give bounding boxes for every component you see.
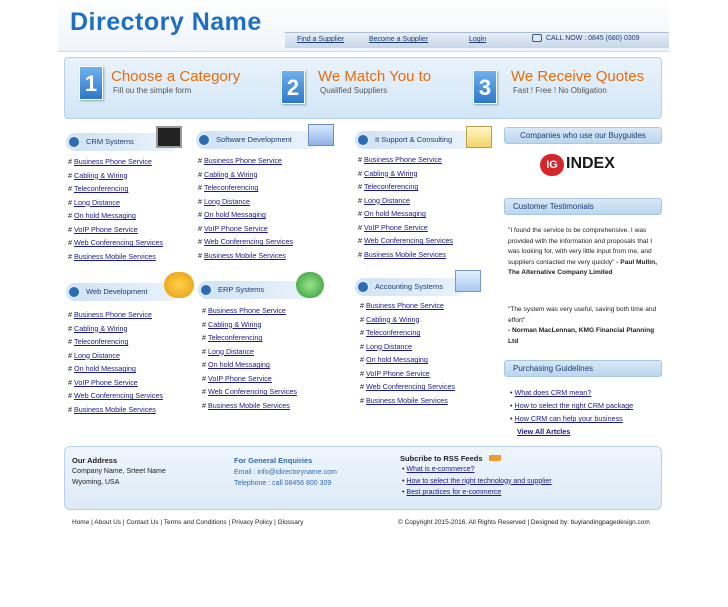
list-item: # Business Phone Service <box>202 306 286 315</box>
enquiries-title: For General Enquiries <box>234 456 313 465</box>
category-bullet-icon <box>356 280 370 294</box>
category-link[interactable]: Long Distance <box>366 341 412 351</box>
list-item: # Cabling & Wiring <box>198 169 258 179</box>
category-link[interactable]: Cabling & Wiring <box>208 319 262 329</box>
rss-list <box>402 464 552 499</box>
category-link[interactable]: Business Mobile Services <box>74 404 156 414</box>
guideline-link[interactable]: How CRM can help your business <box>514 414 623 423</box>
category-itsupport-title: It Support & Consulting <box>375 135 453 144</box>
list-item: # Business Mobile Services <box>360 395 448 405</box>
category-crm-list <box>68 155 163 263</box>
category-link[interactable]: Business Mobile Services <box>364 249 446 259</box>
list-item: # VoIP Phone Service <box>202 373 272 383</box>
rss-link[interactable]: How to select the right technology and supplier <box>406 477 552 485</box>
category-link[interactable]: Business Mobile Services <box>208 400 290 410</box>
list-item: # VoIP Phone Service <box>68 377 138 387</box>
list-item: # Web Conferencing Services <box>68 391 163 400</box>
list-item: # VoIP Phone Service <box>358 222 428 232</box>
category-link[interactable]: Long Distance <box>74 350 120 360</box>
category-accounting-header[interactable] <box>355 278 465 296</box>
address-line-2: Wyoming, USA <box>72 479 120 486</box>
list-item: • How CRM can help your business <box>510 414 623 423</box>
list-item: # Teleconferencing <box>68 337 129 346</box>
computer-monitor-icon <box>156 126 182 148</box>
list-item: # On hold Messaging <box>202 360 270 369</box>
list-item: # Business Mobile Services <box>202 400 290 410</box>
category-erp-title: ERP Systems <box>218 285 265 294</box>
list-item: # Long Distance <box>358 195 410 205</box>
footer-links: Home | About Us | Contact Us | Terms and Conditions | Privacy Policy | Glossary <box>72 519 304 526</box>
list-item: # VoIP Phone Service <box>360 368 430 378</box>
list-item <box>510 425 633 438</box>
category-link[interactable]: Teleconferencing <box>364 182 419 191</box>
people-network-icon <box>164 272 194 298</box>
category-link[interactable]: VoIP Phone Service <box>204 223 268 233</box>
category-software-list <box>198 154 293 262</box>
category-link[interactable]: Cabling & Wiring <box>366 314 420 324</box>
category-link[interactable]: VoIP Phone Service <box>366 368 430 378</box>
copyright-text: © Copyright 2015-2016. All Rights Reserved | Designed by: buylandingpagedesign.com <box>398 519 650 526</box>
category-link[interactable]: On hold Messaging <box>74 211 136 220</box>
category-software-header[interactable] <box>196 131 318 149</box>
testimonial-1 <box>508 226 658 279</box>
category-link[interactable]: VoIP Phone Service <box>364 222 428 232</box>
category-link[interactable]: Long Distance <box>204 196 250 206</box>
category-erp-list <box>202 304 297 412</box>
category-link[interactable]: Business Phone Service <box>208 306 286 315</box>
footer-link-contact[interactable]: Contact Us <box>126 519 159 526</box>
list-item: # Business Mobile Services <box>198 250 286 260</box>
list-item: # Teleconferencing <box>202 333 263 342</box>
category-link[interactable]: Web Conferencing Services <box>366 382 455 391</box>
buyguides-header: Companies who use our Buyguides <box>504 127 662 144</box>
list-item: • How to select the right technology and supplier <box>402 477 552 485</box>
ig-index-logo[interactable] <box>540 152 622 178</box>
category-link[interactable]: On hold Messaging <box>364 209 426 218</box>
list-item: # Cabling & Wiring <box>360 314 420 324</box>
enquiries-email[interactable]: Email : info@idirectoryname.com <box>234 469 337 476</box>
list-item: # Business Mobile Services <box>68 404 156 414</box>
guideline-link[interactable]: How to select the right CRM package <box>514 401 634 410</box>
category-link[interactable]: Cabling & Wiring <box>74 323 128 333</box>
category-link[interactable]: VoIP Phone Service <box>74 224 138 234</box>
step-2-subtitle: Qualified Suppliers <box>320 86 388 95</box>
category-itsupport-header[interactable] <box>355 131 473 149</box>
footer-info-band <box>64 446 662 510</box>
call-now-number: CALL NOW : 0845 (680) 0309 <box>546 35 640 42</box>
category-link[interactable]: Business Mobile Services <box>74 251 156 261</box>
category-webdev-list <box>68 308 163 416</box>
footer-link-privacy[interactable]: Privacy Policy <box>231 519 273 526</box>
category-webdev-title: Web Development <box>86 287 148 296</box>
category-webdev-header[interactable] <box>66 283 178 301</box>
category-link[interactable]: Cabling & Wiring <box>364 168 418 178</box>
list-item: # Long Distance <box>202 346 254 356</box>
category-bullet-icon <box>67 285 81 299</box>
nav-login[interactable]: Login <box>469 36 487 43</box>
testimonial-author: - Norman MacLennan, KMG Financial Planning Ltd <box>508 327 655 345</box>
nav-find-supplier[interactable]: Find a Supplier <box>297 36 345 43</box>
list-item: # Long Distance <box>68 197 120 207</box>
step-1-title: Choose a Category <box>111 68 241 85</box>
list-item: # Business Phone Service <box>68 310 152 319</box>
testimonial-text: "The system was very useful, saving both time and effort" <box>508 306 657 324</box>
list-item: # VoIP Phone Service <box>68 224 138 234</box>
category-bullet-icon <box>197 133 211 147</box>
category-link[interactable]: Web Conferencing Services <box>208 387 297 396</box>
category-link[interactable]: Cabling & Wiring <box>204 169 258 179</box>
category-link[interactable]: Teleconferencing <box>366 328 421 337</box>
site-logo[interactable]: Directory Name <box>70 8 262 36</box>
rss-link[interactable]: What is e-commerce? <box>406 466 475 473</box>
globe-network-icon <box>296 272 324 298</box>
category-link[interactable]: Long Distance <box>208 346 254 356</box>
category-link[interactable]: On hold Messaging <box>204 210 266 219</box>
category-link[interactable]: Business Mobile Services <box>204 250 286 260</box>
category-link[interactable]: Teleconferencing <box>208 333 263 342</box>
list-item: # VoIP Phone Service <box>198 223 268 233</box>
guideline-link[interactable]: What does CRM mean? <box>514 388 592 397</box>
category-bullet-icon <box>67 135 81 149</box>
guidelines-header: Purchasing Guidelines <box>504 360 662 377</box>
step-2-title: We Match You to <box>318 68 432 85</box>
list-item: • What is e-commerce? <box>402 466 475 473</box>
list-item: # Business Phone Service <box>360 301 444 310</box>
testimonial-text: "I found the service to be comprehensive. I was provided with the information and proposals that I was looking for, with very little input from me, and suppliers contacted me very quickly" <box>508 227 653 266</box>
category-link[interactable]: VoIP Phone Service <box>208 373 272 383</box>
list-item: # Business Phone Service <box>198 156 282 165</box>
list-item: # Teleconferencing <box>68 184 129 193</box>
category-link[interactable]: Business Phone Service <box>366 301 444 310</box>
footer-link-home[interactable]: Home <box>72 519 90 526</box>
category-link[interactable]: Long Distance <box>74 197 120 207</box>
list-item: # Business Mobile Services <box>358 249 446 259</box>
testimonial-author: - Paul Mullin, The Alternative Company Limited <box>508 258 657 276</box>
category-link[interactable]: Business Mobile Services <box>366 395 448 405</box>
category-link[interactable]: Business Phone Service <box>204 156 282 165</box>
category-accounting-title: Accounting Systems <box>375 282 443 291</box>
category-accounting-list <box>360 299 455 407</box>
list-item: # Long Distance <box>360 341 412 351</box>
list-item: # Web Conferencing Services <box>360 382 455 391</box>
rss-title: Subcribe to RSS Feeds <box>400 454 483 463</box>
list-item: • How to select the right CRM package <box>510 401 634 410</box>
footer-link-glossary[interactable]: Glossary <box>277 519 304 526</box>
category-link[interactable]: Teleconferencing <box>74 337 129 346</box>
category-link[interactable]: Long Distance <box>364 195 410 205</box>
document-stack-icon <box>466 126 492 148</box>
category-link[interactable]: Cabling & Wiring <box>74 170 128 180</box>
list-item: # Web Conferencing Services <box>198 237 293 246</box>
list-item: # On hold Messaging <box>68 364 136 373</box>
list-item: # Business Phone Service <box>68 157 152 166</box>
testimonials-header: Customer Testimonials <box>504 198 662 215</box>
category-link[interactable]: On hold Messaging <box>74 364 136 373</box>
list-item: # Cabling & Wiring <box>202 319 262 329</box>
calculator-icon <box>455 270 481 292</box>
category-link[interactable]: Teleconferencing <box>74 184 129 193</box>
nav-become-supplier[interactable]: Become a Supplier <box>369 36 429 43</box>
list-item: • What does CRM mean? <box>510 388 592 397</box>
step-3-subtitle: Fast ! Free ! No Obligation <box>513 86 607 95</box>
step-2-number: 2 <box>281 70 305 104</box>
view-all-articles-link[interactable]: View All Artcles <box>517 427 571 436</box>
step-1-number: 1 <box>79 66 103 100</box>
ig-logo-badge: IG <box>540 154 564 176</box>
step-3-number: 3 <box>473 70 497 104</box>
phone-icon <box>532 34 542 42</box>
category-link[interactable]: Business Phone Service <box>74 157 152 166</box>
category-link[interactable]: Business Phone Service <box>74 310 152 319</box>
list-item: • Best practices for e-commerce <box>402 489 502 496</box>
address-line-1: Company Name, Srteet Name <box>72 468 166 475</box>
rss-icon[interactable] <box>489 455 501 461</box>
list-item: # Long Distance <box>198 196 250 206</box>
category-crm-title: CRM Systems <box>86 137 134 146</box>
list-item: # Web Conferencing Services <box>358 236 453 245</box>
list-item: # Cabling & Wiring <box>68 323 128 333</box>
list-item: # On hold Messaging <box>358 209 426 218</box>
list-item: # Business Phone Service <box>358 155 442 164</box>
category-software-title: Software Development <box>216 135 292 144</box>
ig-logo-text: INDEX <box>566 155 615 172</box>
list-item: # Web Conferencing Services <box>68 238 163 247</box>
list-item: # Teleconferencing <box>358 182 419 191</box>
footer-link-about[interactable]: About Us <box>94 519 122 526</box>
software-window-icon <box>308 124 334 146</box>
category-link[interactable]: Web Conferencing Services <box>74 391 163 400</box>
category-itsupport-list <box>358 153 453 261</box>
category-link[interactable]: Web Conferencing Services <box>74 238 163 247</box>
list-item: # Long Distance <box>68 350 120 360</box>
category-link[interactable]: On hold Messaging <box>366 355 428 364</box>
category-link[interactable]: Teleconferencing <box>204 183 259 192</box>
list-item: # Cabling & Wiring <box>358 168 418 178</box>
step-3-title: We Receive Quotes <box>511 68 645 85</box>
category-link[interactable]: Web Conferencing Services <box>204 237 293 246</box>
list-item: # On hold Messaging <box>198 210 266 219</box>
step-1-subtitle: Fill ou the simple form <box>113 86 192 95</box>
category-link[interactable]: Web Conferencing Services <box>364 236 453 245</box>
address-title: Our Address <box>72 456 118 465</box>
footer-link-terms[interactable]: Terms and Conditions <box>163 519 227 526</box>
enquiries-telephone: Telephone : call 08456 800 309 <box>234 480 332 487</box>
list-item: # Cabling & Wiring <box>68 170 128 180</box>
list-item: # Teleconferencing <box>360 328 421 337</box>
category-bullet-icon <box>356 133 370 147</box>
list-item: # Teleconferencing <box>198 183 259 192</box>
list-item: # On hold Messaging <box>360 355 428 364</box>
category-bullet-icon <box>199 283 213 297</box>
rss-link[interactable]: Best practices for e-commerce <box>406 489 502 496</box>
category-link[interactable]: Business Phone Service <box>364 155 442 164</box>
guidelines-list <box>510 386 633 438</box>
testimonial-2 <box>508 305 658 347</box>
steps-band <box>64 57 662 119</box>
list-item: # Web Conferencing Services <box>202 387 297 396</box>
category-link[interactable]: VoIP Phone Service <box>74 377 138 387</box>
list-item: # Business Mobile Services <box>68 251 156 261</box>
category-link[interactable]: On hold Messaging <box>208 360 270 369</box>
list-item: # On hold Messaging <box>68 211 136 220</box>
